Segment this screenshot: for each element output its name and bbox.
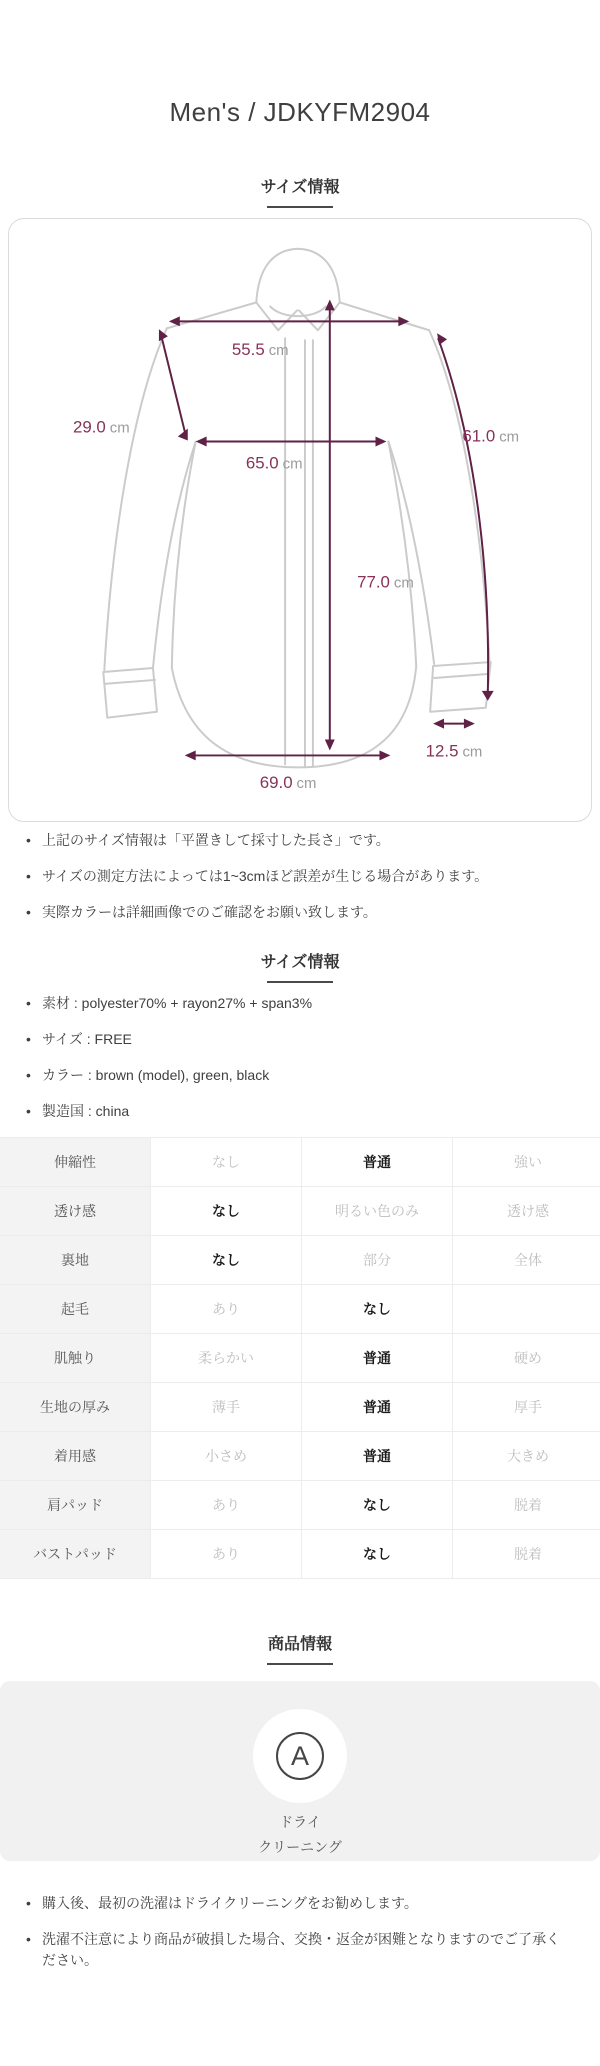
spec-option-selected: なし	[151, 1187, 302, 1236]
circled-a-icon: A	[276, 1732, 324, 1780]
spec-row-label: 起毛	[0, 1285, 151, 1334]
armhole-label: 29.0 cm	[73, 418, 130, 437]
spec-option-selected: なし	[151, 1236, 302, 1285]
spec-row	[0, 1285, 600, 1334]
spec-option: 小さめ	[151, 1432, 302, 1481]
page-title: Men's / JDKYFM2904	[0, 96, 600, 128]
spec-option-selected: なし	[302, 1481, 453, 1530]
spec-option: 明るい色のみ	[302, 1187, 453, 1236]
spec-option-selected: なし	[302, 1285, 453, 1334]
heading-underline	[267, 206, 333, 208]
spec-table-body	[0, 1138, 600, 1579]
sleeve-length-label: 61.0 cm	[462, 427, 519, 446]
spec-option: 脱着	[453, 1481, 600, 1530]
spec-row-label: 裏地	[0, 1236, 151, 1285]
size-info-heading: サイズ情報	[0, 953, 600, 973]
spec-option-selected: 普通	[302, 1334, 453, 1383]
size-diagram-heading: サイズ情報	[0, 178, 600, 198]
note-item: • 上記のサイズ情報は「平置きして採寸した長さ」です。	[0, 830, 570, 851]
note-item: • 購入後、最初の洗濯はドライクリーニングをお勧めします。	[0, 1893, 570, 1914]
shirt-outline	[103, 249, 490, 768]
spec-row	[0, 1187, 600, 1236]
note-item: • サイズの測定方法によっては1~3cmほど誤差が生じる場合があります。	[0, 866, 570, 887]
spec-row-label: 透け感	[0, 1187, 151, 1236]
spec-row	[0, 1334, 600, 1383]
dry-cleaning-icon	[253, 1709, 347, 1803]
note-item: • 製造国 : china	[0, 1101, 570, 1122]
chest-width-label: 65.0 cm	[246, 453, 303, 472]
spec-row	[0, 1138, 600, 1187]
spec-option: 部分	[302, 1236, 453, 1285]
spec-row-label: 着用感	[0, 1432, 151, 1481]
spec-option: 脱着	[453, 1530, 600, 1579]
spec-row-label: 生地の厚み	[0, 1383, 151, 1432]
spec-row-label: 伸縮性	[0, 1138, 151, 1187]
spec-option-selected: 普通	[302, 1138, 453, 1187]
spec-row	[0, 1236, 600, 1285]
spec-option: 柔らかい	[151, 1334, 302, 1383]
detail-notes-list	[0, 993, 600, 1122]
care-label	[258, 1810, 342, 1860]
cuff-width-label: 12.5 cm	[426, 741, 483, 760]
total-length-label: 77.0 cm	[357, 573, 414, 592]
note-item: • 素材 : polyester70% + rayon27% + span3%	[0, 993, 570, 1014]
spec-option: あり	[151, 1530, 302, 1579]
spec-option: 厚手	[453, 1383, 600, 1432]
note-item: • 洗濯不注意により商品が破損した場合、交換・返金が困難となりますのでご了承ください。	[0, 1929, 570, 1971]
spec-option	[453, 1285, 600, 1334]
spec-option: 硬め	[453, 1334, 600, 1383]
heading-underline	[267, 1663, 333, 1665]
spec-option-selected: 普通	[302, 1383, 453, 1432]
spec-option: あり	[151, 1481, 302, 1530]
spec-row	[0, 1530, 600, 1579]
spec-row	[0, 1383, 600, 1432]
spec-row-label: 肌触り	[0, 1334, 151, 1383]
care-label-line2: クリーニング	[258, 1835, 342, 1860]
care-label-line1: ドライ	[258, 1810, 342, 1835]
spec-row	[0, 1432, 600, 1481]
spec-row-label: 肩パッド	[0, 1481, 151, 1530]
spec-option: 透け感	[453, 1187, 600, 1236]
spec-row	[0, 1481, 600, 1530]
care-instruction-panel	[0, 1681, 600, 1861]
note-item: • カラー : brown (model), green, black	[0, 1065, 570, 1086]
spec-option: 薄手	[151, 1383, 302, 1432]
product-info-heading: 商品情報	[0, 1635, 600, 1655]
spec-option: 大きめ	[453, 1432, 600, 1481]
hem-width-label: 69.0 cm	[260, 773, 317, 792]
spec-option: 強い	[453, 1138, 600, 1187]
spec-option: なし	[151, 1138, 302, 1187]
note-item: • 実際カラーは詳細画像でのご確認をお願い致します。	[0, 902, 570, 923]
shoulder-width-label: 55.5 cm	[232, 340, 289, 359]
spec-option: あり	[151, 1285, 302, 1334]
spec-option-selected: 普通	[302, 1432, 453, 1481]
note-item: • サイズ : FREE	[0, 1029, 570, 1050]
shirt-size-diagram	[9, 219, 591, 821]
care-notes-list	[0, 1893, 600, 1971]
spec-table	[0, 1137, 600, 1579]
size-notes-list	[0, 830, 600, 923]
spec-row-label: バストパッド	[0, 1530, 151, 1579]
size-diagram-panel	[8, 218, 592, 822]
heading-underline	[267, 981, 333, 983]
spec-option-selected: なし	[302, 1530, 453, 1579]
spec-option: 全体	[453, 1236, 600, 1285]
